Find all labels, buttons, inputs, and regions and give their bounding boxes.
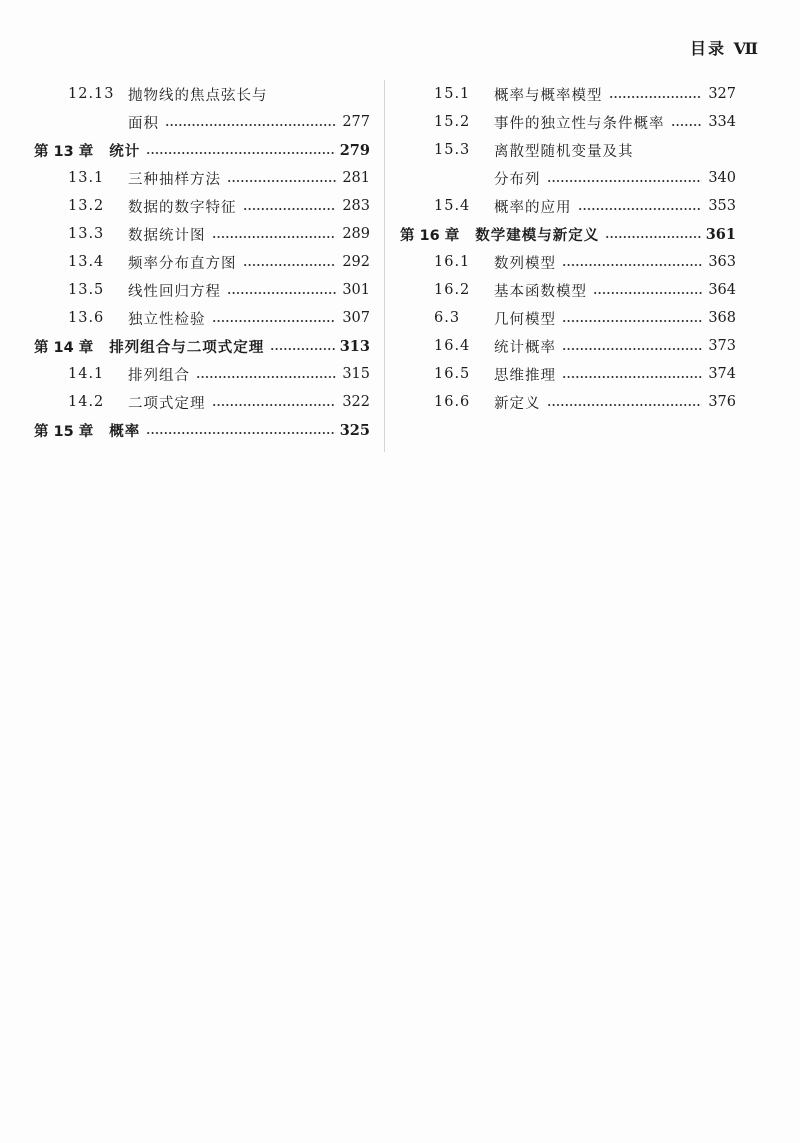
toc-entry-number: 16.6 bbox=[434, 394, 471, 410]
toc-section-entry bbox=[34, 276, 370, 304]
toc-entry-number: 第 15 章 bbox=[34, 423, 94, 440]
toc-chapter-entry bbox=[34, 332, 370, 360]
toc-entry-title: 数学建模与新定义 bbox=[475, 227, 600, 244]
dot-leader bbox=[196, 376, 336, 378]
dot-leader bbox=[578, 208, 703, 210]
toc-entry-title: 分布列 bbox=[494, 171, 541, 188]
toc-entry-number: 第 14 章 bbox=[34, 339, 94, 356]
toc-entry-number: 13.2 bbox=[68, 198, 105, 214]
dot-leader bbox=[547, 404, 703, 406]
dot-leader bbox=[243, 264, 337, 266]
dot-leader bbox=[593, 292, 702, 294]
dot-leader bbox=[146, 152, 335, 154]
toc-entry-page-number: 277 bbox=[342, 114, 370, 130]
toc-entry-title: 概率与概率模型 bbox=[494, 87, 603, 104]
toc-entry-page-number: 364 bbox=[708, 282, 736, 298]
toc-entry-number: 15.4 bbox=[434, 198, 471, 214]
toc-entry-title: 思维推理 bbox=[494, 367, 556, 384]
toc-entry-title: 概率 bbox=[109, 423, 141, 440]
toc-entry-number: 13.3 bbox=[68, 226, 105, 242]
toc-entry-title: 基本函数模型 bbox=[494, 283, 587, 300]
toc-entry-number: 13.6 bbox=[68, 310, 105, 326]
dot-leader bbox=[227, 292, 336, 294]
toc-section-entry bbox=[400, 248, 736, 276]
toc-entry-title: 概率的应用 bbox=[494, 199, 572, 216]
toc-entry-page-number: 334 bbox=[708, 114, 736, 130]
dot-leader bbox=[562, 376, 702, 378]
toc-entry-number: 16.2 bbox=[434, 282, 471, 298]
toc-entry-number: 15.1 bbox=[434, 86, 471, 102]
toc-entry-title: 统计概率 bbox=[494, 339, 556, 356]
toc-entry-page-number: 376 bbox=[708, 394, 736, 410]
toc-entry-number: 15.2 bbox=[434, 114, 471, 130]
toc-left-column bbox=[34, 80, 370, 444]
toc-entry-page-number: 363 bbox=[708, 254, 736, 270]
toc-entry-number: 15.3 bbox=[434, 142, 471, 158]
running-head: 目录 Ⅶ bbox=[690, 39, 760, 58]
toc-entry-number: 14.1 bbox=[68, 366, 105, 382]
toc-entry-title: 统计 bbox=[109, 143, 141, 160]
toc-section-entry bbox=[34, 388, 370, 416]
toc-entry-title: 几何模型 bbox=[494, 311, 556, 328]
toc-section-entry bbox=[400, 388, 736, 416]
toc-entry-title: 抛物线的焦点弦长与 bbox=[128, 87, 268, 104]
toc-entry-title: 独立性检验 bbox=[128, 311, 206, 328]
toc-entry-number: 16.1 bbox=[434, 254, 471, 270]
column-divider bbox=[384, 80, 385, 452]
toc-chapter-entry bbox=[400, 220, 736, 248]
toc-section-entry bbox=[400, 164, 736, 192]
toc-section-entry bbox=[400, 80, 736, 108]
toc-entry-page-number: 279 bbox=[339, 141, 370, 159]
toc-entry-page-number: 340 bbox=[708, 170, 736, 186]
dot-leader bbox=[562, 264, 702, 266]
toc-entry-title: 频率分布直方图 bbox=[128, 255, 237, 272]
toc-entry-title: 数据统计图 bbox=[128, 227, 206, 244]
toc-section-entry bbox=[400, 192, 736, 220]
toc-entry-title: 新定义 bbox=[494, 395, 541, 412]
toc-entry-page-number: 281 bbox=[342, 170, 370, 186]
toc-entry-page-number: 353 bbox=[708, 198, 736, 214]
dot-leader bbox=[212, 236, 337, 238]
toc-section-entry bbox=[34, 80, 370, 108]
toc-entry-title: 排列组合与二项式定理 bbox=[109, 339, 265, 356]
toc-entry-number: 13.4 bbox=[68, 254, 105, 270]
toc-entry-number: 6.3 bbox=[434, 310, 461, 326]
toc-entry-page-number: 368 bbox=[708, 310, 736, 326]
toc-entry-page-number: 374 bbox=[708, 366, 736, 382]
toc-entry-title: 线性回归方程 bbox=[128, 283, 221, 300]
dot-leader bbox=[212, 320, 337, 322]
toc-entry-page-number: 301 bbox=[342, 282, 370, 298]
toc-entry-title: 数列模型 bbox=[494, 255, 556, 272]
toc-chapter-entry bbox=[34, 136, 370, 164]
toc-entry-page-number: 315 bbox=[342, 366, 370, 382]
toc-entry-page-number: 283 bbox=[342, 198, 370, 214]
toc-entry-page-number: 289 bbox=[342, 226, 370, 242]
toc-entry-page-number: 327 bbox=[708, 86, 736, 102]
toc-section-entry bbox=[400, 360, 736, 388]
dot-leader bbox=[562, 320, 702, 322]
toc-section-entry bbox=[34, 220, 370, 248]
toc-section-entry bbox=[400, 332, 736, 360]
dot-leader bbox=[270, 348, 335, 350]
toc-entry-page-number: 325 bbox=[339, 421, 370, 439]
toc-chapter-entry bbox=[34, 416, 370, 444]
toc-entry-title: 事件的独立性与条件概率 bbox=[494, 115, 665, 132]
toc-entry-number: 第 16 章 bbox=[400, 227, 460, 244]
toc-section-entry bbox=[34, 164, 370, 192]
toc-entry-number: 14.2 bbox=[68, 394, 105, 410]
toc-section-entry bbox=[34, 360, 370, 388]
toc-section-entry bbox=[400, 304, 736, 332]
dot-leader bbox=[562, 348, 702, 350]
toc-entry-number: 16.5 bbox=[434, 366, 471, 382]
toc-entry-title: 排列组合 bbox=[128, 367, 190, 384]
toc-entry-number: 16.4 bbox=[434, 338, 471, 354]
dot-leader bbox=[212, 404, 337, 406]
dot-leader bbox=[671, 124, 703, 126]
toc-entry-page-number: 313 bbox=[339, 337, 370, 355]
toc-entry-page-number: 292 bbox=[342, 254, 370, 270]
toc-entry-number: 12.13 bbox=[68, 86, 115, 102]
toc-entry-page-number: 373 bbox=[708, 338, 736, 354]
dot-leader bbox=[609, 96, 703, 98]
toc-section-entry bbox=[34, 108, 370, 136]
toc-entry-title: 三种抽样方法 bbox=[128, 171, 221, 188]
dot-leader bbox=[165, 124, 336, 126]
toc-entry-title: 二项式定理 bbox=[128, 395, 206, 412]
dot-leader bbox=[243, 208, 337, 210]
toc-right-column bbox=[400, 80, 736, 416]
toc-section-entry bbox=[34, 304, 370, 332]
toc-section-entry bbox=[400, 108, 736, 136]
toc-entry-page-number: 307 bbox=[342, 310, 370, 326]
toc-entry-title: 面积 bbox=[128, 115, 159, 132]
toc-entry-title: 数据的数字特征 bbox=[128, 199, 237, 216]
toc-entry-number: 13.5 bbox=[68, 282, 105, 298]
dot-leader bbox=[227, 180, 336, 182]
toc-section-entry bbox=[34, 248, 370, 276]
toc-entry-page-number: 322 bbox=[342, 394, 370, 410]
toc-entry-page-number: 361 bbox=[705, 225, 736, 243]
dot-leader bbox=[146, 432, 335, 434]
toc-section-entry bbox=[400, 276, 736, 304]
toc-entry-number: 13.1 bbox=[68, 170, 105, 186]
dot-leader bbox=[547, 180, 703, 182]
toc-entry-number: 第 13 章 bbox=[34, 143, 94, 160]
dot-leader bbox=[605, 236, 701, 238]
toc-section-entry bbox=[34, 192, 370, 220]
toc-section-entry bbox=[400, 136, 736, 164]
toc-entry-title: 离散型随机变量及其 bbox=[494, 143, 634, 160]
